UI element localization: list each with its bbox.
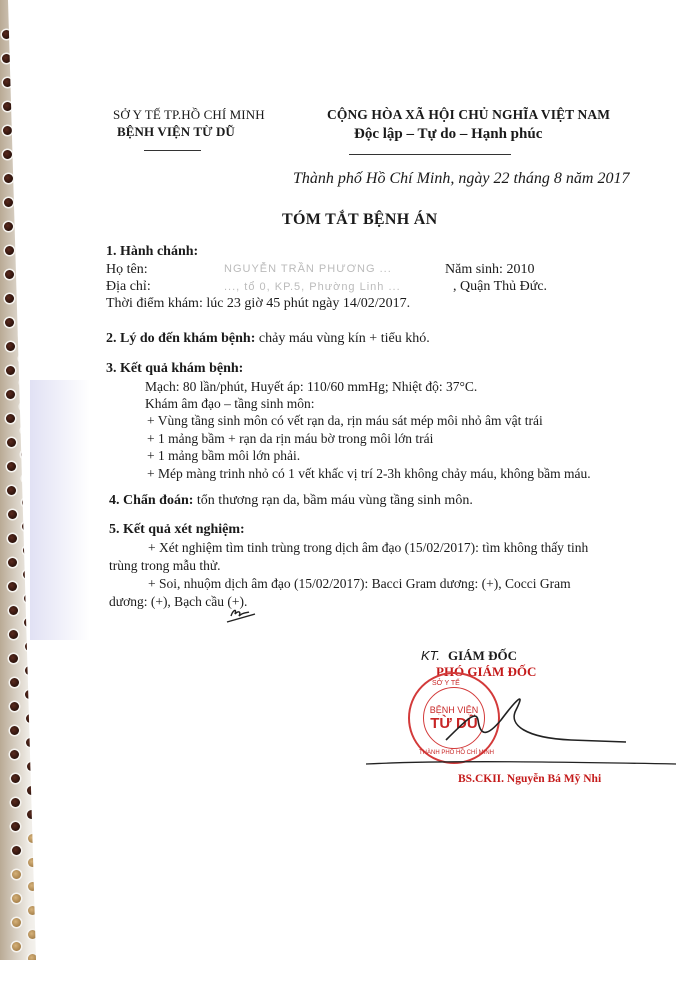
header-left-rule (144, 150, 201, 151)
perforation-hole (2, 54, 11, 63)
stamp-ring-bottom: THÀNH PHỐ HỒ CHÍ MINH (419, 750, 494, 756)
perforation-hole (17, 210, 26, 219)
perforation-hole (2, 30, 11, 39)
perforation-hole (21, 450, 30, 459)
perforation-hole (7, 438, 16, 447)
name-label: Họ tên: (106, 262, 148, 277)
perforation-hole (19, 306, 28, 315)
perforation-hole (11, 774, 20, 783)
lab-item-1-line-1: + Xét nghiệm tìm tinh trùng trong dịch âm đạo (15/02/2017): tìm không thấy tinh (148, 540, 589, 555)
perforation-hole (11, 822, 20, 831)
lab-item-1-line-2: trùng trong mẫu thử. (109, 558, 221, 573)
patient-name-redacted: NGUYỄN TRẦN PHƯƠNG ... (224, 263, 392, 275)
perforation-hole (25, 666, 34, 675)
perforation-hole (10, 702, 19, 711)
perforation-hole (26, 738, 35, 747)
national-motto: Độc lập – Tự do – Hạnh phúc (354, 126, 543, 142)
exam-subheading: Khám âm đạo – tầng sinh môn: (145, 396, 315, 411)
stamp-line-1: BỆNH VIỆN (429, 704, 479, 715)
perforation-hole (8, 582, 17, 591)
perforation-hole (9, 654, 18, 663)
director-title: GIÁM ĐỐC (448, 648, 517, 663)
lab-item-2-line-2: dương: (+), Bạch cầu (+). (109, 594, 248, 609)
finding-item: + Mép màng trinh nhỏ có 1 vết khấc vị trí 2-3h không chảy máu, không bầm máu. (147, 466, 591, 481)
perforation-hole (8, 534, 17, 543)
document-date: Thành phố Hồ Chí Minh, ngày 22 tháng 8 năm 2017 (293, 170, 630, 187)
perforation-hole (4, 222, 13, 231)
section-diagnosis (109, 493, 473, 509)
perforation-hole (3, 150, 12, 159)
perforation-hole (12, 966, 21, 975)
perforation-hole (11, 798, 20, 807)
perforation-hole (19, 330, 28, 339)
address-district: , Quận Thủ Đức. (453, 279, 548, 294)
perforation-hole (5, 270, 14, 279)
finding-item: + 1 mảng bầm môi lớn phải. (147, 448, 301, 463)
address-redacted: ..., tổ 0, KP.5, Phường Linh ... (224, 281, 401, 293)
signer-name: BS.CKII. Nguyễn Bá Mỹ Nhi (458, 773, 602, 785)
perforation-hole (25, 642, 34, 651)
perforation-hole (3, 102, 12, 111)
perforation-hole (6, 366, 15, 375)
hospital-name: BỆNH VIỆN TỪ DŨ (117, 124, 235, 139)
perforation-hole (7, 486, 16, 495)
document-page (36, 0, 676, 960)
perforation-hole (5, 294, 14, 303)
perforation-hole (10, 678, 19, 687)
header-right-rule (349, 154, 511, 155)
perforation-hole (7, 462, 16, 471)
perforation-hole (3, 126, 12, 135)
stamp-ring-top: SỞ Y TẾ (432, 680, 460, 687)
birth-year: Năm sinh: 2010 (445, 262, 535, 277)
perforation-hole (4, 198, 13, 207)
perforation-hole (9, 606, 18, 615)
finding-item: + Vùng tầng sinh môn có vết rạn da, rịn máu sát mép môi nhỏ âm vật trái (147, 413, 543, 428)
perforation-hole (20, 402, 29, 411)
perforation-hole (9, 630, 18, 639)
perforation-hole (12, 894, 21, 903)
perforation-hole (10, 750, 19, 759)
republic-title: CỘNG HÒA XÃ HỘI CHỦ NGHĨA VIỆT NAM (327, 107, 611, 122)
perforation-hole (12, 942, 21, 951)
exam-time: Thời điểm khám: lúc 23 giờ 45 phút ngày 14/02/2017. (106, 296, 411, 311)
section-admin-heading: 1. Hành chánh: (106, 244, 199, 259)
section-reason (106, 331, 430, 347)
perforation-hole (8, 510, 17, 519)
section-diagnosis-text: tổn thương rạn da, bầm máu vùng tầng sinh môn. (193, 493, 473, 508)
document-title: TÓM TẮT BỆNH ÁN (282, 211, 438, 228)
perforation-hole (6, 390, 15, 399)
stamp-line-2: TỪ DŨ (430, 714, 478, 732)
perforation-hole (12, 870, 21, 879)
section-reason-text: chảy máu vùng kín + tiểu khó. (255, 331, 430, 346)
perforation-hole (17, 234, 26, 243)
perforation-hole (5, 246, 14, 255)
finding-item: + 1 mảng bầm + rạn da rịn máu bờ trong môi lớn trái (147, 431, 434, 446)
kt-label: KT. (421, 648, 441, 663)
perforation-hole (6, 414, 15, 423)
perforation-hole (25, 690, 34, 699)
perforation-hole (27, 786, 36, 795)
section-exam-heading: 3. Kết quả khám bệnh: (106, 361, 244, 376)
perforation-hole (6, 342, 15, 351)
perforation-hole (26, 714, 35, 723)
perforation-hole (10, 726, 19, 735)
perforation-hole (4, 174, 13, 183)
lab-item-2-line-1: + Soi, nhuộm dịch âm đạo (15/02/2017): Bacci Gram dương: (+), Cocci Gram (148, 576, 571, 591)
address-label: Địa chỉ: (106, 279, 151, 294)
perforation-hole (20, 378, 29, 387)
section-reason-heading: 2. Lý do đến khám bệnh: (106, 331, 256, 346)
perforation-hole (18, 258, 27, 267)
section-diagnosis-heading: 4. Chẩn đoán: (109, 493, 194, 508)
initial-signature-icon (223, 604, 259, 626)
section-lab-heading: 5. Kết quả xét nghiệm: (109, 522, 245, 537)
director-signature-icon (366, 680, 676, 770)
perforation-hole (5, 318, 14, 327)
vitals: Mạch: 80 lần/phút, Huyết áp: 110/60 mmHg; Nhiệt độ: 37°C. (145, 379, 478, 394)
perforation-hole (3, 78, 12, 87)
perforation-hole (19, 354, 28, 363)
perforation-hole (27, 762, 36, 771)
deputy-director-title: PHÓ GIÁM ĐỐC (436, 664, 537, 679)
perforation-hole (28, 978, 37, 987)
perforation-hole (12, 846, 21, 855)
perforation-hole (21, 426, 30, 435)
perforation-hole (12, 918, 21, 927)
perforation-hole (18, 282, 27, 291)
department-name: SỞ Y TẾ TP.HỒ CHÍ MINH (113, 107, 265, 122)
perforation-hole (8, 558, 17, 567)
